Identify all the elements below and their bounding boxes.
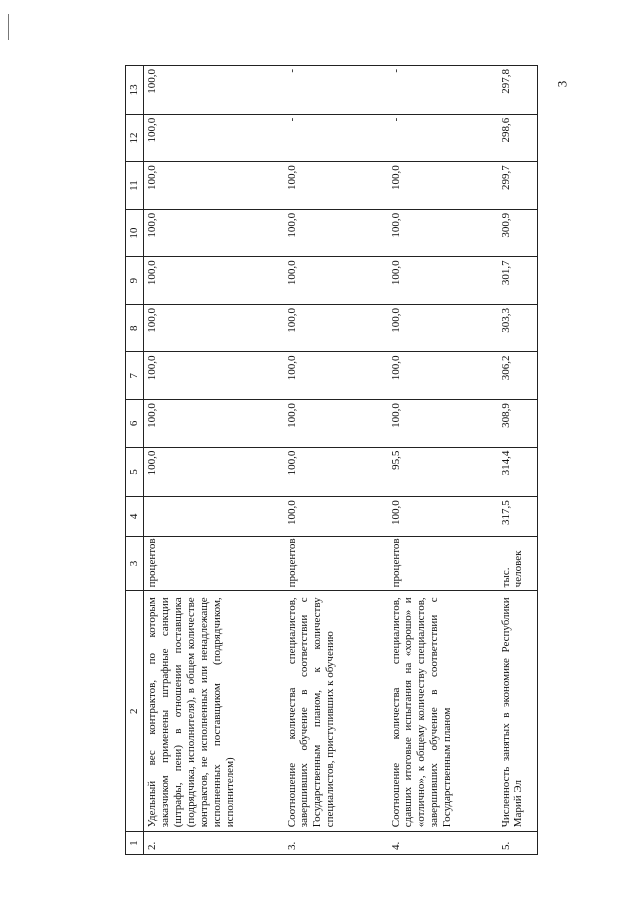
col-header: 4 (126, 497, 144, 536)
indicators-table (125, 65, 538, 855)
col-header: 8 (126, 304, 144, 352)
value-cell: 100,0 (388, 497, 498, 536)
col-header: 11 (126, 162, 144, 210)
row-number: 3. (284, 832, 388, 855)
margin-mark (8, 14, 9, 40)
row-number: 4. (388, 832, 498, 855)
table-row (498, 66, 538, 855)
value-cell: 100,0 (284, 257, 388, 305)
value-cell: 100,0 (388, 400, 498, 448)
value-cell: 100,0 (144, 66, 284, 115)
indicator-text: Соотношение количества специалистов, завершивших обучение в соответствии с Государственным планом, к количеству специалистов, приступивших к обучению (284, 591, 388, 832)
value-cell: - (284, 66, 388, 115)
value-cell: 317,5 (498, 497, 538, 536)
value-cell: 100,0 (388, 257, 498, 305)
value-cell: 303,3 (498, 304, 538, 352)
value-cell: - (388, 66, 498, 115)
col-header: 13 (126, 66, 144, 115)
value-cell: 100,0 (388, 209, 498, 257)
value-cell: 308,9 (498, 400, 538, 448)
column-number-row (126, 66, 144, 855)
col-header: 7 (126, 352, 144, 400)
value-cell: - (284, 114, 388, 162)
value-cell: 297,8 (498, 66, 538, 115)
indicator-text: Численность занятых в экономике Республики Марий Эл (498, 591, 538, 832)
value-cell: 100,0 (388, 304, 498, 352)
unit-cell: процентов (144, 536, 284, 591)
value-cell: 314,4 (498, 447, 538, 497)
col-header: 5 (126, 447, 144, 497)
value-cell: 100,0 (284, 209, 388, 257)
page-number: 3 (554, 80, 570, 88)
value-cell: 100,0 (144, 209, 284, 257)
value-cell: 100,0 (144, 447, 284, 497)
col-header: 12 (126, 114, 144, 162)
value-cell: 100,0 (284, 162, 388, 210)
unit-cell: тыс. человек (498, 536, 538, 591)
unit-cell: процентов (388, 536, 498, 591)
value-cell: 100,0 (284, 447, 388, 497)
value-cell: 100,0 (388, 352, 498, 400)
value-cell: 100,0 (144, 162, 284, 210)
value-cell: 100,0 (284, 400, 388, 448)
row-number: 5. (498, 832, 538, 855)
value-cell: 95,5 (388, 447, 498, 497)
value-cell: 301,7 (498, 257, 538, 305)
col-header: 2 (126, 591, 144, 832)
value-cell: 100,0 (144, 257, 284, 305)
value-cell: 100,0 (144, 114, 284, 162)
value-cell: 306,2 (498, 352, 538, 400)
row-number: 2. (144, 832, 284, 855)
value-cell: 100,0 (388, 162, 498, 210)
unit-cell: процентов (284, 536, 388, 591)
table-row (388, 66, 498, 855)
table-row (144, 66, 284, 855)
col-header: 3 (126, 536, 144, 591)
col-header: 1 (126, 832, 144, 855)
value-cell: - (388, 114, 498, 162)
value-cell: 100,0 (144, 304, 284, 352)
col-header: 6 (126, 400, 144, 448)
value-cell: 100,0 (284, 352, 388, 400)
value-cell: 100,0 (144, 352, 284, 400)
col-header: 9 (126, 257, 144, 305)
rotated-table-container (125, 65, 640, 855)
value-cell (144, 497, 284, 536)
indicator-text: Соотношение количества специалистов, сдавших итоговые испытания на «хорошо» и «отлично», к общему количеству специалистов, завершивших обучение в соответствии с Государственным планом (388, 591, 498, 832)
indicator-text: Удельный вес контрактов, по которым заказчиком применены штрафные санкции (штрафы, пени) в отношении поставщика (подрядчика, исполнителя), в общем количестве контрактов, не исполненных или ненадлежаще исполненных поставщиком (подрядчиком, исполнителем) (144, 591, 284, 832)
table-row (284, 66, 388, 855)
value-cell: 100,0 (144, 400, 284, 448)
col-header: 10 (126, 209, 144, 257)
value-cell: 300,9 (498, 209, 538, 257)
value-cell: 100,0 (284, 304, 388, 352)
value-cell: 298,6 (498, 114, 538, 162)
value-cell: 100,0 (284, 497, 388, 536)
value-cell: 299,7 (498, 162, 538, 210)
